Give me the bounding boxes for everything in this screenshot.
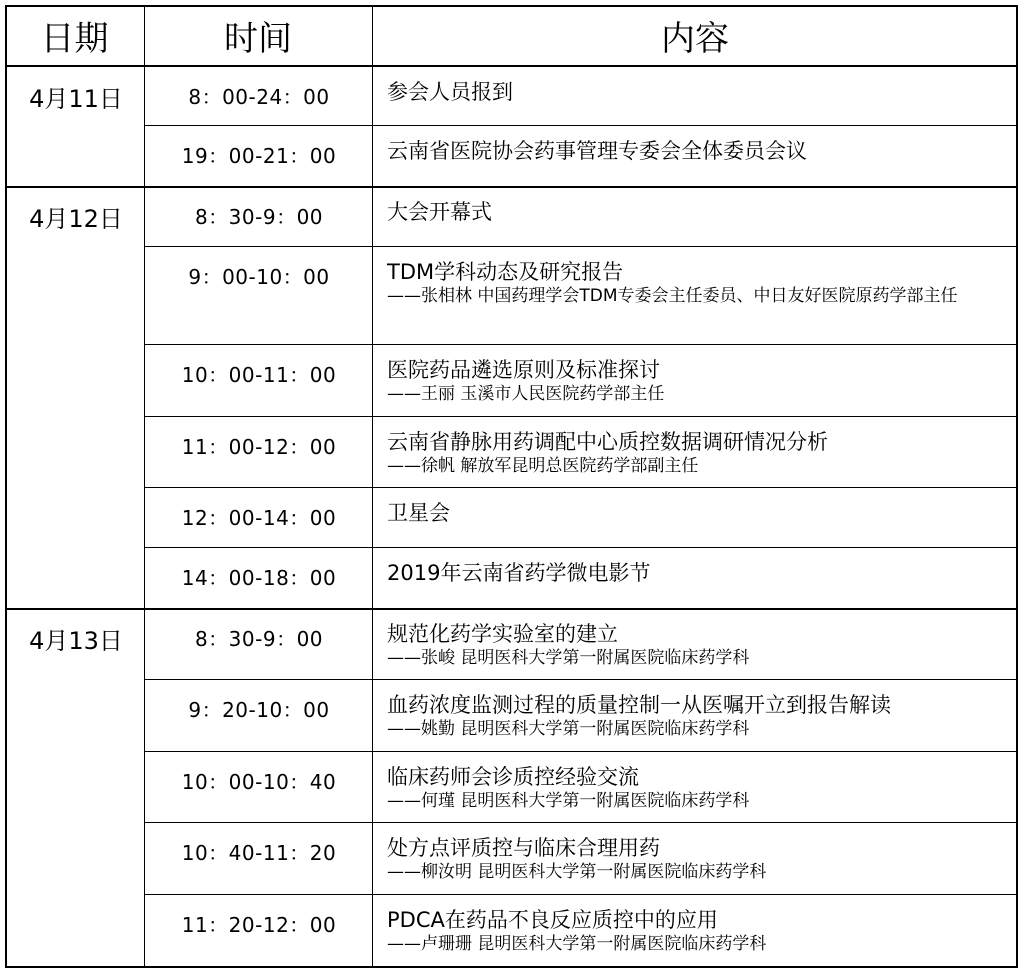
- session-content: [387, 835, 1012, 883]
- row-divider: [144, 894, 1018, 895]
- session-time: 9：00-10：00: [188, 265, 330, 289]
- session-speaker: ——张峻 昆明医科大学第一附属医院临床药学科: [387, 648, 750, 668]
- day-divider: [5, 186, 1018, 188]
- day-date: 4月12日: [29, 205, 123, 233]
- session-time: 10：00-11：00: [181, 363, 337, 387]
- session-title: 大会开幕式: [387, 200, 492, 224]
- session-content: [387, 138, 1012, 164]
- session-content: [387, 259, 1012, 307]
- session-speaker: ——姚勤 昆明医科大学第一附属医院临床药学科: [387, 719, 750, 739]
- session-content: [387, 500, 1012, 526]
- session-title: PDCA在药品不良反应质控中的应用: [387, 908, 718, 932]
- session-time: 11：00-12：00: [181, 435, 337, 459]
- session-title: TDM学科动态及研究报告: [387, 260, 624, 284]
- row-divider: [144, 487, 1018, 488]
- row-divider: [144, 125, 1018, 126]
- session-time: 14：00-18：00: [181, 566, 337, 590]
- session-speaker: ——王丽 玉溪市人民医院药学部主任: [387, 384, 665, 404]
- session-time: 8：30-9：00: [194, 627, 324, 651]
- session-title: 临床药师会诊质控经验交流: [387, 765, 639, 789]
- session-content: [387, 560, 1012, 586]
- header-date: 日期: [40, 18, 109, 59]
- session-content: [387, 764, 1012, 812]
- session-time: 10：00-10：40: [181, 770, 337, 794]
- session-title: 医院药品遴选原则及标准探讨: [387, 358, 660, 382]
- session-content: [387, 199, 1012, 225]
- row-divider: [144, 547, 1018, 548]
- header-content: 内容: [661, 18, 729, 59]
- row-divider: [144, 751, 1018, 752]
- session-time: 8：00-24：00: [188, 85, 330, 109]
- schedule-table: [5, 5, 1018, 968]
- session-content: [387, 621, 1012, 669]
- day-date: 4月13日: [29, 627, 123, 655]
- session-time: 11：20-12：00: [181, 913, 337, 937]
- session-time: 8：30-9：00: [194, 205, 324, 229]
- header-divider: [5, 65, 1018, 67]
- day-divider: [5, 608, 1018, 610]
- row-divider: [144, 822, 1018, 823]
- session-time: 19：00-21：00: [181, 144, 337, 168]
- session-title: 2019年云南省药学微电影节: [387, 561, 651, 585]
- row-divider: [144, 344, 1018, 345]
- session-speaker: ——卢珊珊 昆明医科大学第一附属医院临床药学科: [387, 934, 767, 954]
- session-content: [387, 692, 1012, 740]
- session-speaker: ——柳汝明 昆明医科大学第一附属医院临床药学科: [387, 862, 767, 882]
- session-content: [387, 907, 1012, 955]
- session-title: 处方点评质控与临床合理用药: [387, 836, 660, 860]
- session-speaker: ——张相林 中国药理学会TDM专委会主任委员、中日友好医院原药学部主任: [387, 286, 958, 306]
- session-content: [387, 429, 1012, 477]
- session-title: 血药浓度监测过程的质量控制一从医嘱开立到报告解读: [387, 693, 891, 717]
- session-content: [387, 357, 1012, 405]
- session-title: 云南省医院协会药事管理专委会全体委员会议: [387, 139, 807, 163]
- session-title: 云南省静脉用药调配中心质控数据调研情况分析: [387, 430, 828, 454]
- row-divider: [144, 246, 1018, 247]
- session-title: 规范化药学实验室的建立: [387, 622, 618, 646]
- session-time: 9：20-10：00: [188, 698, 330, 722]
- row-divider: [144, 416, 1018, 417]
- day-date: 4月11日: [29, 85, 123, 113]
- session-speaker: ——徐帆 解放军昆明总医院药学部副主任: [387, 456, 699, 476]
- session-title: 卫星会: [387, 501, 450, 525]
- session-time: 10：40-11：20: [181, 841, 337, 865]
- session-content: [387, 79, 1012, 105]
- row-divider: [144, 679, 1018, 680]
- session-time: 12：00-14：00: [181, 506, 337, 530]
- header-time: 时间: [224, 18, 292, 59]
- session-title: 参会人员报到: [387, 80, 513, 104]
- session-speaker: ——何瑾 昆明医科大学第一附属医院临床药学科: [387, 791, 750, 811]
- table-border-left: [5, 5, 7, 968]
- table-border-bottom: [5, 966, 1018, 968]
